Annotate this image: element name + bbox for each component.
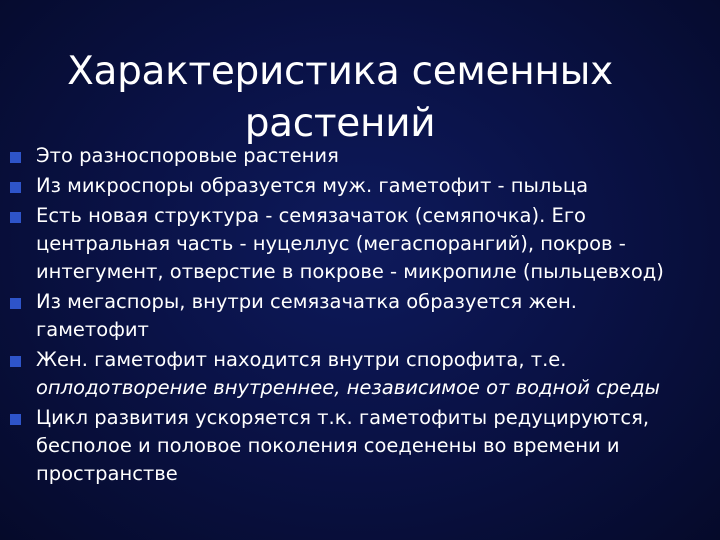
square-bullet-icon xyxy=(10,298,21,309)
title-line-2: растений xyxy=(244,101,436,147)
bullet-text: бесполое и половое поколения соеденены во времени и xyxy=(36,434,620,457)
bullet-text: Это разноспоровые растения xyxy=(36,144,339,167)
bullet-text: Жен. гаметофит находится внутри спорофита, т.е. xyxy=(36,348,567,371)
square-bullet-icon xyxy=(10,152,21,163)
bullet-item-2 xyxy=(10,172,710,200)
bullet-text: Есть новая структура - семязачаток (семяпочка). Его xyxy=(36,204,586,227)
bullet-text: интегумент, отверстие в покрове - микропиле (пыльцевход) xyxy=(36,260,664,283)
square-bullet-icon xyxy=(10,356,21,367)
bullet-item-1 xyxy=(10,142,710,170)
slide-title xyxy=(20,46,660,150)
title-line-1: Характеристика семенных xyxy=(67,49,613,95)
bullet-item-4 xyxy=(10,288,710,344)
bullet-list xyxy=(10,142,710,490)
bullet-item-5 xyxy=(10,346,710,402)
bullet-item-3 xyxy=(10,202,710,286)
square-bullet-icon xyxy=(10,212,21,223)
bullet-item-6 xyxy=(10,404,710,488)
bullet-text: Из микроспоры образуется муж. гаметофит - пыльца xyxy=(36,174,589,197)
square-bullet-icon xyxy=(10,182,21,193)
bullet-text: Цикл развития ускоряется т.к. гаметофиты редуцируются, xyxy=(36,406,650,429)
bullet-text: пространстве xyxy=(36,462,178,485)
bullet-text-italic: оплодотворение внутреннее, независимое от водной среды xyxy=(36,376,661,399)
bullet-text: центральная часть - нуцеллус (мегаспорангий), покров - xyxy=(36,232,626,255)
bullet-text: Из мегаспоры, внутри семязачатка образуется жен. xyxy=(36,290,577,313)
square-bullet-icon xyxy=(10,414,21,425)
bullet-text: гаметофит xyxy=(36,318,149,341)
